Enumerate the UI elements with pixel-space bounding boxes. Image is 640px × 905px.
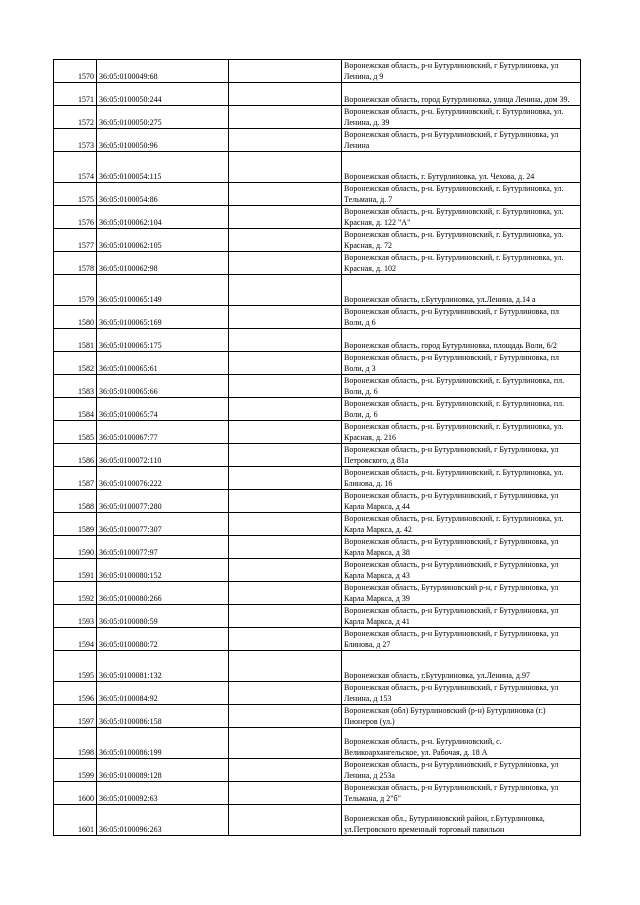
address: Воронежская область, р-н. Бутурлиновский, г. Бутурлиновка, ул. Красная, д. 72 [342, 229, 581, 252]
address: Воронежская область, Бутурлиновский р-н, г Бутурлиновка, ул Карла Маркса, д 39 [342, 582, 581, 605]
address: Воронежская область, р-н Бутурлиновский, г Бутурлиновка, ул Ленина, д 253а [342, 759, 581, 782]
address: Воронежская обл., Бутурлиновский район, г.Бутурлиновка, ул.Петровского временный торговый павильон [342, 805, 581, 836]
registry-table-body [54, 60, 581, 836]
address: Воронежская область, г. Бутурлиновка, ул. Чехова, д. 24 [342, 152, 581, 183]
row-number: 1596 [54, 682, 97, 705]
table-row [54, 329, 581, 352]
address: Воронежская область, р-н Бутурлиновский, г Бутурлиновка, ул Карла Маркса, д 44 [342, 490, 581, 513]
empty-cell [229, 705, 342, 728]
address: Воронежская область, город Бутурлиновка, площадь Воли, 6/2 [342, 329, 581, 352]
cadastral-number: 36:05:0100086:158 [97, 705, 229, 728]
cadastral-number: 36:05:0100065:66 [97, 375, 229, 398]
table-row [54, 229, 581, 252]
address: Воронежская область, р-н. Бутурлиновский, г. Бутурлиновка, ул. Тельмана, д. 7 [342, 183, 581, 206]
row-number: 1579 [54, 275, 97, 306]
cadastral-number: 36:05:0100080:72 [97, 628, 229, 651]
address: Воронежская область, р-н. Бутурлиновский, с. Великоархангельское, ул. Рабочая, д. 18 А [342, 728, 581, 759]
cadastral-number: 36:05:0100077:280 [97, 490, 229, 513]
address: Воронежская область, р-н Бутурлиновский, г Бутурлиновка, ул Карла Маркса, д 41 [342, 605, 581, 628]
empty-cell [229, 490, 342, 513]
row-number: 1591 [54, 559, 97, 582]
row-number: 1592 [54, 582, 97, 605]
row-number: 1600 [54, 782, 97, 805]
address: Воронежская область, р-н Бутурлиновский, г Бутурлиновка, пл Воли, д 6 [342, 306, 581, 329]
row-number: 1584 [54, 398, 97, 421]
address: Воронежская область, р-н. Бутурлиновский, г. Бутурлиновка, ул. Блинова, д. 16 [342, 467, 581, 490]
empty-cell [229, 559, 342, 582]
row-number: 1597 [54, 705, 97, 728]
table-row [54, 398, 581, 421]
empty-cell [229, 728, 342, 759]
cadastral-number: 36:05:0100054:115 [97, 152, 229, 183]
cadastral-number: 36:05:0100080:266 [97, 582, 229, 605]
table-row [54, 252, 581, 275]
table-row [54, 352, 581, 375]
empty-cell [229, 152, 342, 183]
empty-cell [229, 229, 342, 252]
address: Воронежская область, р-н Бутурлиновский, г Бутурлиновка, ул Ленина [342, 129, 581, 152]
cadastral-number: 36:05:0100067:77 [97, 421, 229, 444]
cadastral-number: 36:05:0100062:104 [97, 206, 229, 229]
table-row [54, 275, 581, 306]
address: Воронежская область, р-н. Бутурлиновский, г. Бутурлиновка, ул. Красная, д. 102 [342, 252, 581, 275]
row-number: 1598 [54, 728, 97, 759]
table-row [54, 444, 581, 467]
row-number: 1587 [54, 467, 97, 490]
row-number: 1573 [54, 129, 97, 152]
empty-cell [229, 375, 342, 398]
empty-cell [229, 252, 342, 275]
row-number: 1588 [54, 490, 97, 513]
cadastral-number: 36:05:0100062:98 [97, 252, 229, 275]
table-row [54, 83, 581, 106]
address: Воронежская область, р-н Бутурлиновский, г Бутурлиновка, ул Блинова, д 27 [342, 628, 581, 651]
address: Воронежская область, р-н Бутурлиновский, г Бутурлиновка, ул Тельмана, д 2"б" [342, 782, 581, 805]
row-number: 1581 [54, 329, 97, 352]
row-number: 1593 [54, 605, 97, 628]
address: Воронежская область, г.Бутурлиновка, ул.Ленина, д.97 [342, 651, 581, 682]
empty-cell [229, 183, 342, 206]
cadastral-number: 36:05:0100077:307 [97, 513, 229, 536]
address: Воронежская область, город Бутурлиновка, улица Ленина, дом 39. [342, 83, 581, 106]
row-number: 1578 [54, 252, 97, 275]
table-row [54, 183, 581, 206]
row-number: 1570 [54, 60, 97, 83]
empty-cell [229, 805, 342, 836]
address: Воронежская область, р-н Бутурлиновский, г Бутурлиновка, пл Воли, д 3 [342, 352, 581, 375]
address: Воронежская область, р-н. Бутурлиновский, г. Бутурлиновка, ул. Красная, д. 216 [342, 421, 581, 444]
empty-cell [229, 106, 342, 129]
row-number: 1582 [54, 352, 97, 375]
table-row [54, 682, 581, 705]
table-row [54, 805, 581, 836]
table-row [54, 759, 581, 782]
address: Воронежская область, р-н. Бутурлиновский, г. Бутурлиновка, ул. Красная, д. 122 "А" [342, 206, 581, 229]
address: Воронежская область, р-н Бутурлиновский, г Бутурлиновка, ул Карла Маркса, д 43 [342, 559, 581, 582]
row-number: 1594 [54, 628, 97, 651]
cadastral-number: 36:05:0100086:199 [97, 728, 229, 759]
cadastral-number: 36:05:0100065:61 [97, 352, 229, 375]
cadastral-number: 36:05:0100049:68 [97, 60, 229, 83]
table-row [54, 490, 581, 513]
table-row [54, 628, 581, 651]
empty-cell [229, 329, 342, 352]
cadastral-number: 36:05:0100050:96 [97, 129, 229, 152]
cadastral-number: 36:05:0100050:275 [97, 106, 229, 129]
empty-cell [229, 129, 342, 152]
cadastral-number: 36:05:0100081:132 [97, 651, 229, 682]
address: Воронежская область, р-н. Бутурлиновский, г. Бутурлиновка, ул. Карла Маркса, д. 42 [342, 513, 581, 536]
cadastral-number: 36:05:0100065:149 [97, 275, 229, 306]
cadastral-number: 36:05:0100080:152 [97, 559, 229, 582]
row-number: 1574 [54, 152, 97, 183]
row-number: 1583 [54, 375, 97, 398]
address: Воронежская (обл) Бутурлиновский (р-н) Бутурлиновка (г.) Пионеров (ул.) [342, 705, 581, 728]
cadastral-number: 36:05:0100062:105 [97, 229, 229, 252]
cadastral-number: 36:05:0100084:92 [97, 682, 229, 705]
cadastral-number: 36:05:0100065:169 [97, 306, 229, 329]
table-row [54, 559, 581, 582]
table-row [54, 129, 581, 152]
row-number: 1590 [54, 536, 97, 559]
empty-cell [229, 60, 342, 83]
cadastral-number: 36:05:0100050:244 [97, 83, 229, 106]
empty-cell [229, 467, 342, 490]
cadastral-number: 36:05:0100077:97 [97, 536, 229, 559]
address: Воронежская область, р-н Бутурлиновский, г Бутурлиновка, ул Ленина, д 153 [342, 682, 581, 705]
table-row [54, 421, 581, 444]
table-row [54, 375, 581, 398]
table-row [54, 782, 581, 805]
table-row [54, 605, 581, 628]
table-row [54, 513, 581, 536]
empty-cell [229, 206, 342, 229]
row-number: 1575 [54, 183, 97, 206]
empty-cell [229, 352, 342, 375]
address: Воронежская область, р-н Бутурлиновский, г Бутурлиновка, ул Петровского, д 81а [342, 444, 581, 467]
address: Воронежская область, р-н Бутурлиновский, г Бутурлиновка, ул Карла Маркса, д 38 [342, 536, 581, 559]
cadastral-number: 36:05:0100096:263 [97, 805, 229, 836]
empty-cell [229, 605, 342, 628]
cadastral-number: 36:05:0100072:110 [97, 444, 229, 467]
empty-cell [229, 275, 342, 306]
empty-cell [229, 398, 342, 421]
address: Воронежская область, р-н. Бутурлиновский, г. Бутурлиновка, пл. Воли, д. 6 [342, 375, 581, 398]
table-row [54, 467, 581, 490]
empty-cell [229, 651, 342, 682]
cadastral-number: 36:05:0100065:74 [97, 398, 229, 421]
cadastral-number: 36:05:0100076:222 [97, 467, 229, 490]
cadastral-number: 36:05:0100065:175 [97, 329, 229, 352]
cadastral-number: 36:05:0100092:63 [97, 782, 229, 805]
table-row [54, 651, 581, 682]
table-row [54, 582, 581, 605]
row-number: 1580 [54, 306, 97, 329]
table-row [54, 728, 581, 759]
empty-cell [229, 444, 342, 467]
row-number: 1599 [54, 759, 97, 782]
address: Воронежская область, р-н. Бутурлиновский, г. Бутурлиновка, ул. Ленина, д. 39 [342, 106, 581, 129]
cadastral-number: 36:05:0100080:59 [97, 605, 229, 628]
row-number: 1601 [54, 805, 97, 836]
empty-cell [229, 536, 342, 559]
cadastral-number: 36:05:0100054:86 [97, 183, 229, 206]
empty-cell [229, 582, 342, 605]
row-number: 1577 [54, 229, 97, 252]
address: Воронежская область, г.Бутурлиновка, ул.Ленина, д.14 а [342, 275, 581, 306]
empty-cell [229, 513, 342, 536]
registry-table [53, 59, 581, 836]
table-row [54, 152, 581, 183]
empty-cell [229, 628, 342, 651]
table-row [54, 536, 581, 559]
row-number: 1571 [54, 83, 97, 106]
empty-cell [229, 682, 342, 705]
row-number: 1585 [54, 421, 97, 444]
address: Воронежская область, р-н. Бутурлиновский, г. Бутурлиновка, пл. Воли, д. 6 [342, 398, 581, 421]
table-row [54, 705, 581, 728]
cadastral-number: 36:05:0100089:128 [97, 759, 229, 782]
row-number: 1586 [54, 444, 97, 467]
table-row [54, 206, 581, 229]
table-row [54, 306, 581, 329]
row-number: 1572 [54, 106, 97, 129]
empty-cell [229, 759, 342, 782]
row-number: 1595 [54, 651, 97, 682]
row-number: 1589 [54, 513, 97, 536]
empty-cell [229, 782, 342, 805]
table-row [54, 106, 581, 129]
row-number: 1576 [54, 206, 97, 229]
empty-cell [229, 83, 342, 106]
empty-cell [229, 421, 342, 444]
empty-cell [229, 306, 342, 329]
address: Воронежская область, р-н Бутурлиновский, г Бутурлиновка, ул Ленина, д 9 [342, 60, 581, 83]
table-row [54, 60, 581, 83]
